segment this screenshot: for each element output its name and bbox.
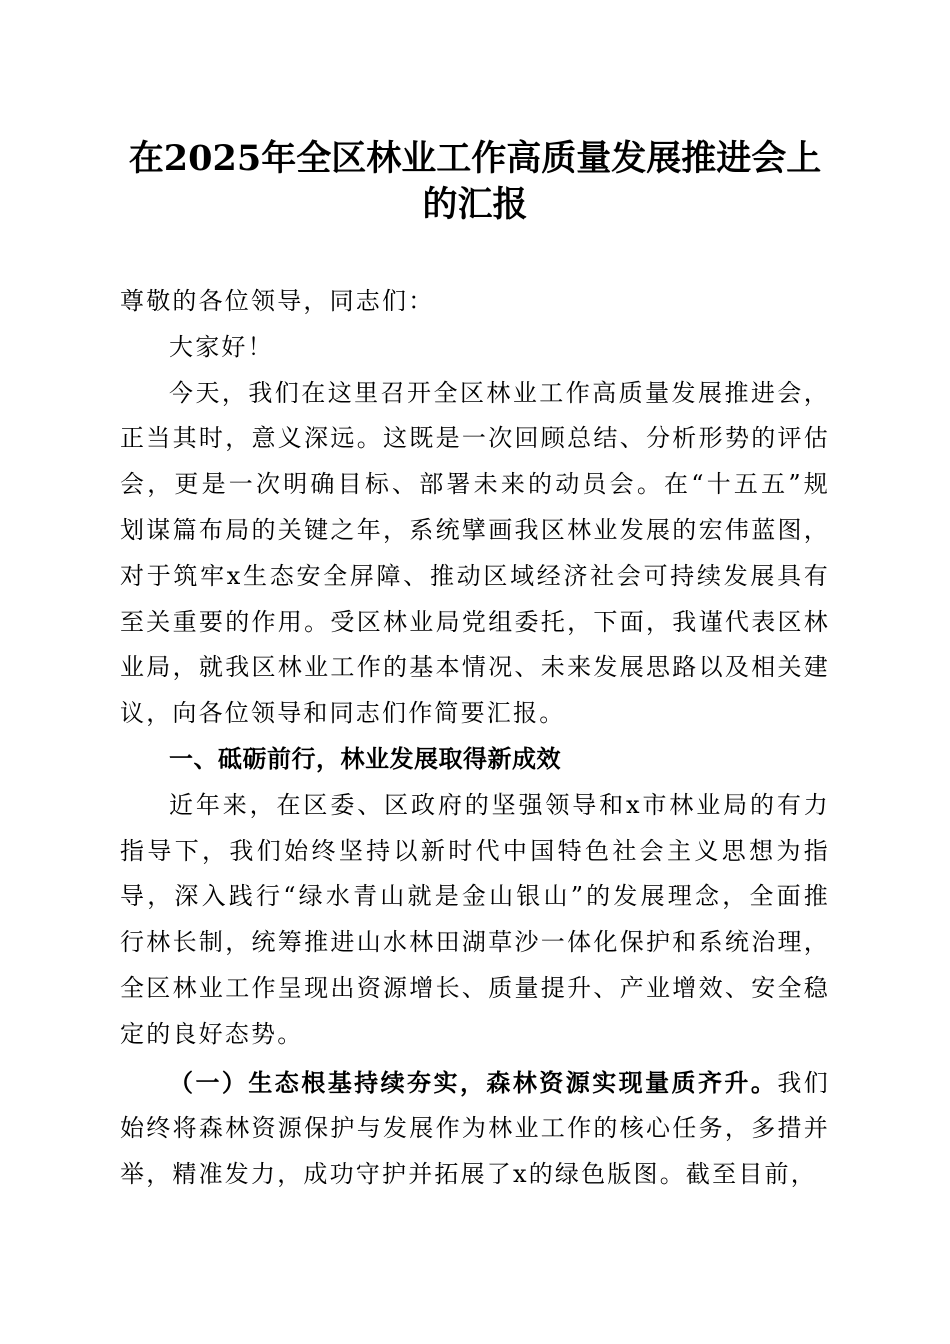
section-1-paragraph: 近年来，在区委、区政府的坚强领导和x市林业局的有力指导下，我们始终坚持以新时代中国特色社会主义思想为指导，深入践行“绿水青山就是金山银山”的发展理念，全面推行林长制，统筹推进山水林田湖草沙一体化保护和系统治理，全区林业工作呈现出资源增长、质量提升、产业增效、安全稳定的良好态势。: [120, 790, 830, 1048]
document-body: [120, 279, 830, 1198]
salutation: 尊敬的各位领导，同志们：: [120, 287, 435, 315]
subsection-1-text: 我们始终将森林资源保护与发展作为林业工作的核心任务，多措并举，精准发力，成功守护并拓展了x的绿色版图。截至目前，: [120, 1068, 830, 1189]
subsection-1-lead: （一）生态根基持续夯实，森林资源实现量质齐升。: [169, 1067, 778, 1097]
title-line-2: 的汇报: [422, 184, 528, 225]
intro-paragraph: 今天，我们在这里召开全区林业工作高质量发展推进会，正当其时，意义深远。这既是一次回顾总结、分析形势的评估会，更是一次明确目标、部署未来的动员会。在“十五五”规划谋篇布局的关键之年，系统擘画我区林业发展的宏伟蓝图，对于筑牢x生态安全屏障、推动区域经济社会可持续发展具有至关重要的作用。受区林业局党组委托，下面，我谨代表区林业局，就我区林业工作的基本情况、未来发展思路以及相关建议，向各位领导和同志们作简要汇报。: [120, 378, 830, 728]
greeting: 大家好！: [169, 332, 274, 361]
title-line-1: 在2025年全区林业工作高质量发展推进会上: [128, 138, 822, 179]
section-1-heading: 一、砥砺前行，林业发展取得新成效: [169, 744, 561, 773]
subsection-1-paragraph: [120, 1060, 830, 1198]
document-title: [95, 136, 855, 228]
